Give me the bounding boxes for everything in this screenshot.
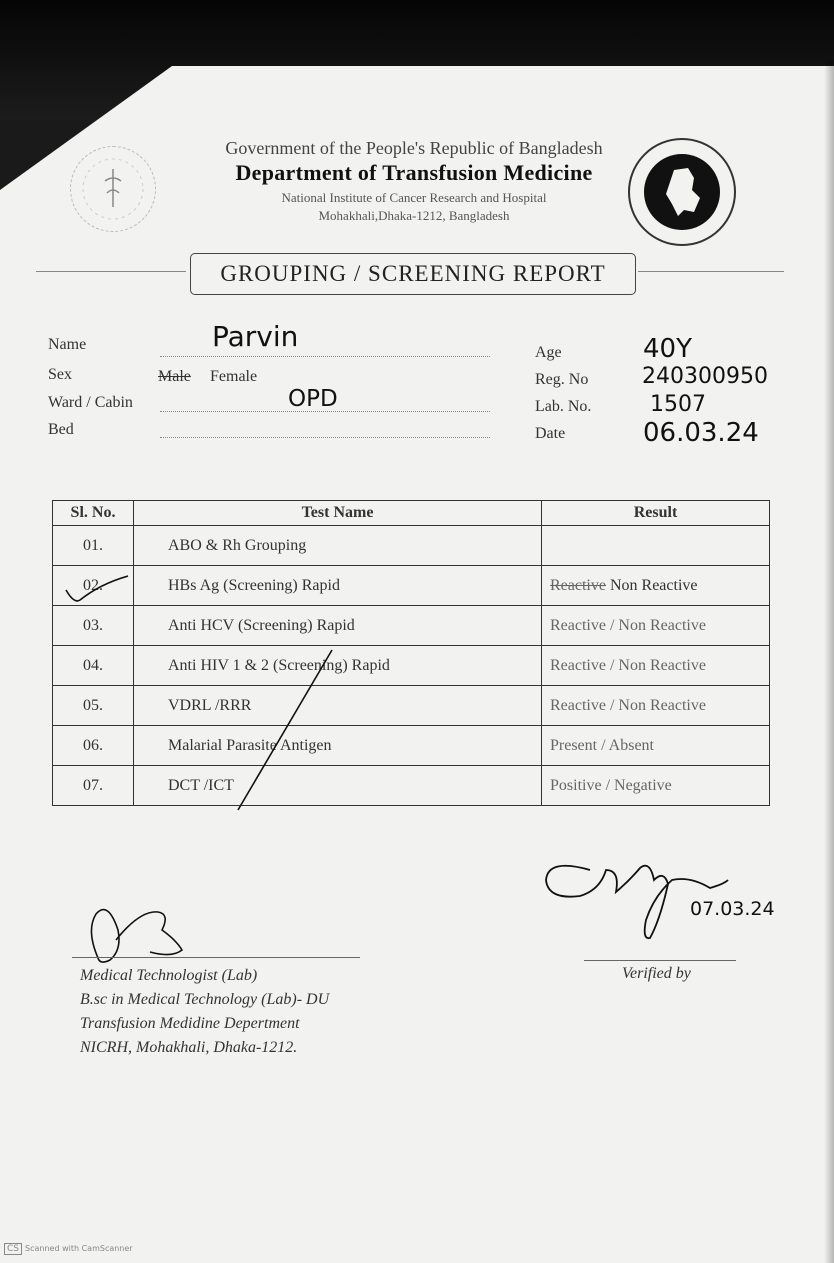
row-test: HBs Ag (Screening) Rapid	[134, 566, 542, 606]
row-result: Reactive / Non Reactive	[542, 646, 770, 686]
sex-struck-option: Male	[158, 368, 191, 385]
result-option-a: Reactive	[550, 696, 606, 714]
cancel-strike-line-icon	[238, 650, 332, 810]
test-name-header: Test Name	[134, 501, 542, 526]
date-label: Date	[535, 425, 566, 442]
camscanner-badge: CS	[4, 1243, 22, 1255]
result-option-b: Non Reactive	[618, 656, 706, 674]
name-label: Name	[48, 336, 87, 353]
row-sl: 05.	[53, 686, 134, 726]
row-test: Anti HIV 1 & 2 (Screening) Rapid	[134, 646, 542, 686]
result-option-a: Reactive	[550, 616, 606, 634]
row-test: VDRL /RRR	[134, 686, 542, 726]
technologist-signature-line	[72, 957, 360, 958]
sex-value: Female	[210, 368, 258, 385]
row-sl: 04.	[53, 646, 134, 686]
verified-by-label: Verified by	[622, 965, 691, 982]
result-option-b: Absent	[608, 736, 654, 754]
tech-department: Transfusion Medidine Depertment	[80, 1015, 300, 1032]
verifier-signature-line	[584, 960, 736, 961]
result-selected: Non Reactive	[609, 576, 698, 594]
row-sl: 01.	[53, 526, 134, 566]
row-sl: 02.	[53, 566, 134, 606]
age-label: Age	[535, 344, 562, 361]
date-value: 06.03.24	[643, 418, 759, 448]
row-sl: 06.	[53, 726, 134, 766]
verifier-sign-date: 07.03.24	[690, 898, 775, 920]
result-option-b: Non Reactive	[618, 616, 706, 634]
camscanner-text: Scanned with CamScanner	[25, 1244, 133, 1253]
tech-degree: B.sc in Medical Technology (Lab)- DU	[80, 991, 330, 1008]
result-option-a: Present	[550, 736, 598, 754]
row-test: DCT /ICT	[134, 766, 542, 806]
bed-label: Bed	[48, 421, 74, 438]
row-sl: 07.	[53, 766, 134, 806]
lab-label: Lab. No.	[535, 398, 592, 415]
result-header: Result	[542, 501, 770, 526]
row-result: Reactive / Non Reactive	[542, 686, 770, 726]
row-sl: 03.	[53, 606, 134, 646]
sl-header: Sl. No.	[53, 501, 134, 526]
tick-mark-icon	[66, 576, 128, 601]
row-result: Present / Absent	[542, 726, 770, 766]
name-value: Parvin	[212, 320, 299, 353]
reg-value: 240300950	[642, 364, 768, 389]
technologist-block	[80, 964, 329, 1060]
age-value: 40Y	[643, 334, 692, 364]
result-option-b: Negative	[614, 776, 672, 794]
tech-title: Medical Technologist (Lab)	[80, 967, 258, 984]
ward-value: OPD	[288, 386, 338, 412]
sex-label: Sex	[48, 366, 72, 383]
header-address-line: Mohakhali,Dhaka-1212, Bangladesh	[318, 208, 510, 223]
scanner-watermark	[4, 1244, 133, 1254]
header-institute-line: National Institute of Cancer Research and Hospital	[281, 190, 547, 205]
lab-value: 1507	[650, 392, 706, 417]
row-test: ABO & Rh Grouping	[134, 526, 542, 566]
tech-address: NICRH, Mohakhali, Dhaka-1212.	[80, 1039, 298, 1056]
reg-label: Reg. No	[535, 371, 589, 388]
row-result: Reactive / Non Reactive	[542, 606, 770, 646]
result-option-a: Positive	[550, 776, 602, 794]
result-struck: Reactive	[550, 576, 606, 594]
report-title: GROUPING / SCREENING REPORT	[190, 253, 636, 295]
result-option-b: Non Reactive	[618, 696, 706, 714]
result-option-a: Reactive	[550, 656, 606, 674]
header-department-title: Department of Transfusion Medicine	[235, 160, 593, 185]
row-test: Anti HCV (Screening) Rapid	[134, 606, 542, 646]
ward-label: Ward / Cabin	[48, 394, 133, 411]
row-test: Malarial Parasite Antigen	[134, 726, 542, 766]
header-government-line: Government of the People's Republic of Bangladesh	[225, 138, 603, 158]
technologist-signature-icon	[91, 910, 182, 963]
row-result: Positive / Negative	[542, 766, 770, 806]
